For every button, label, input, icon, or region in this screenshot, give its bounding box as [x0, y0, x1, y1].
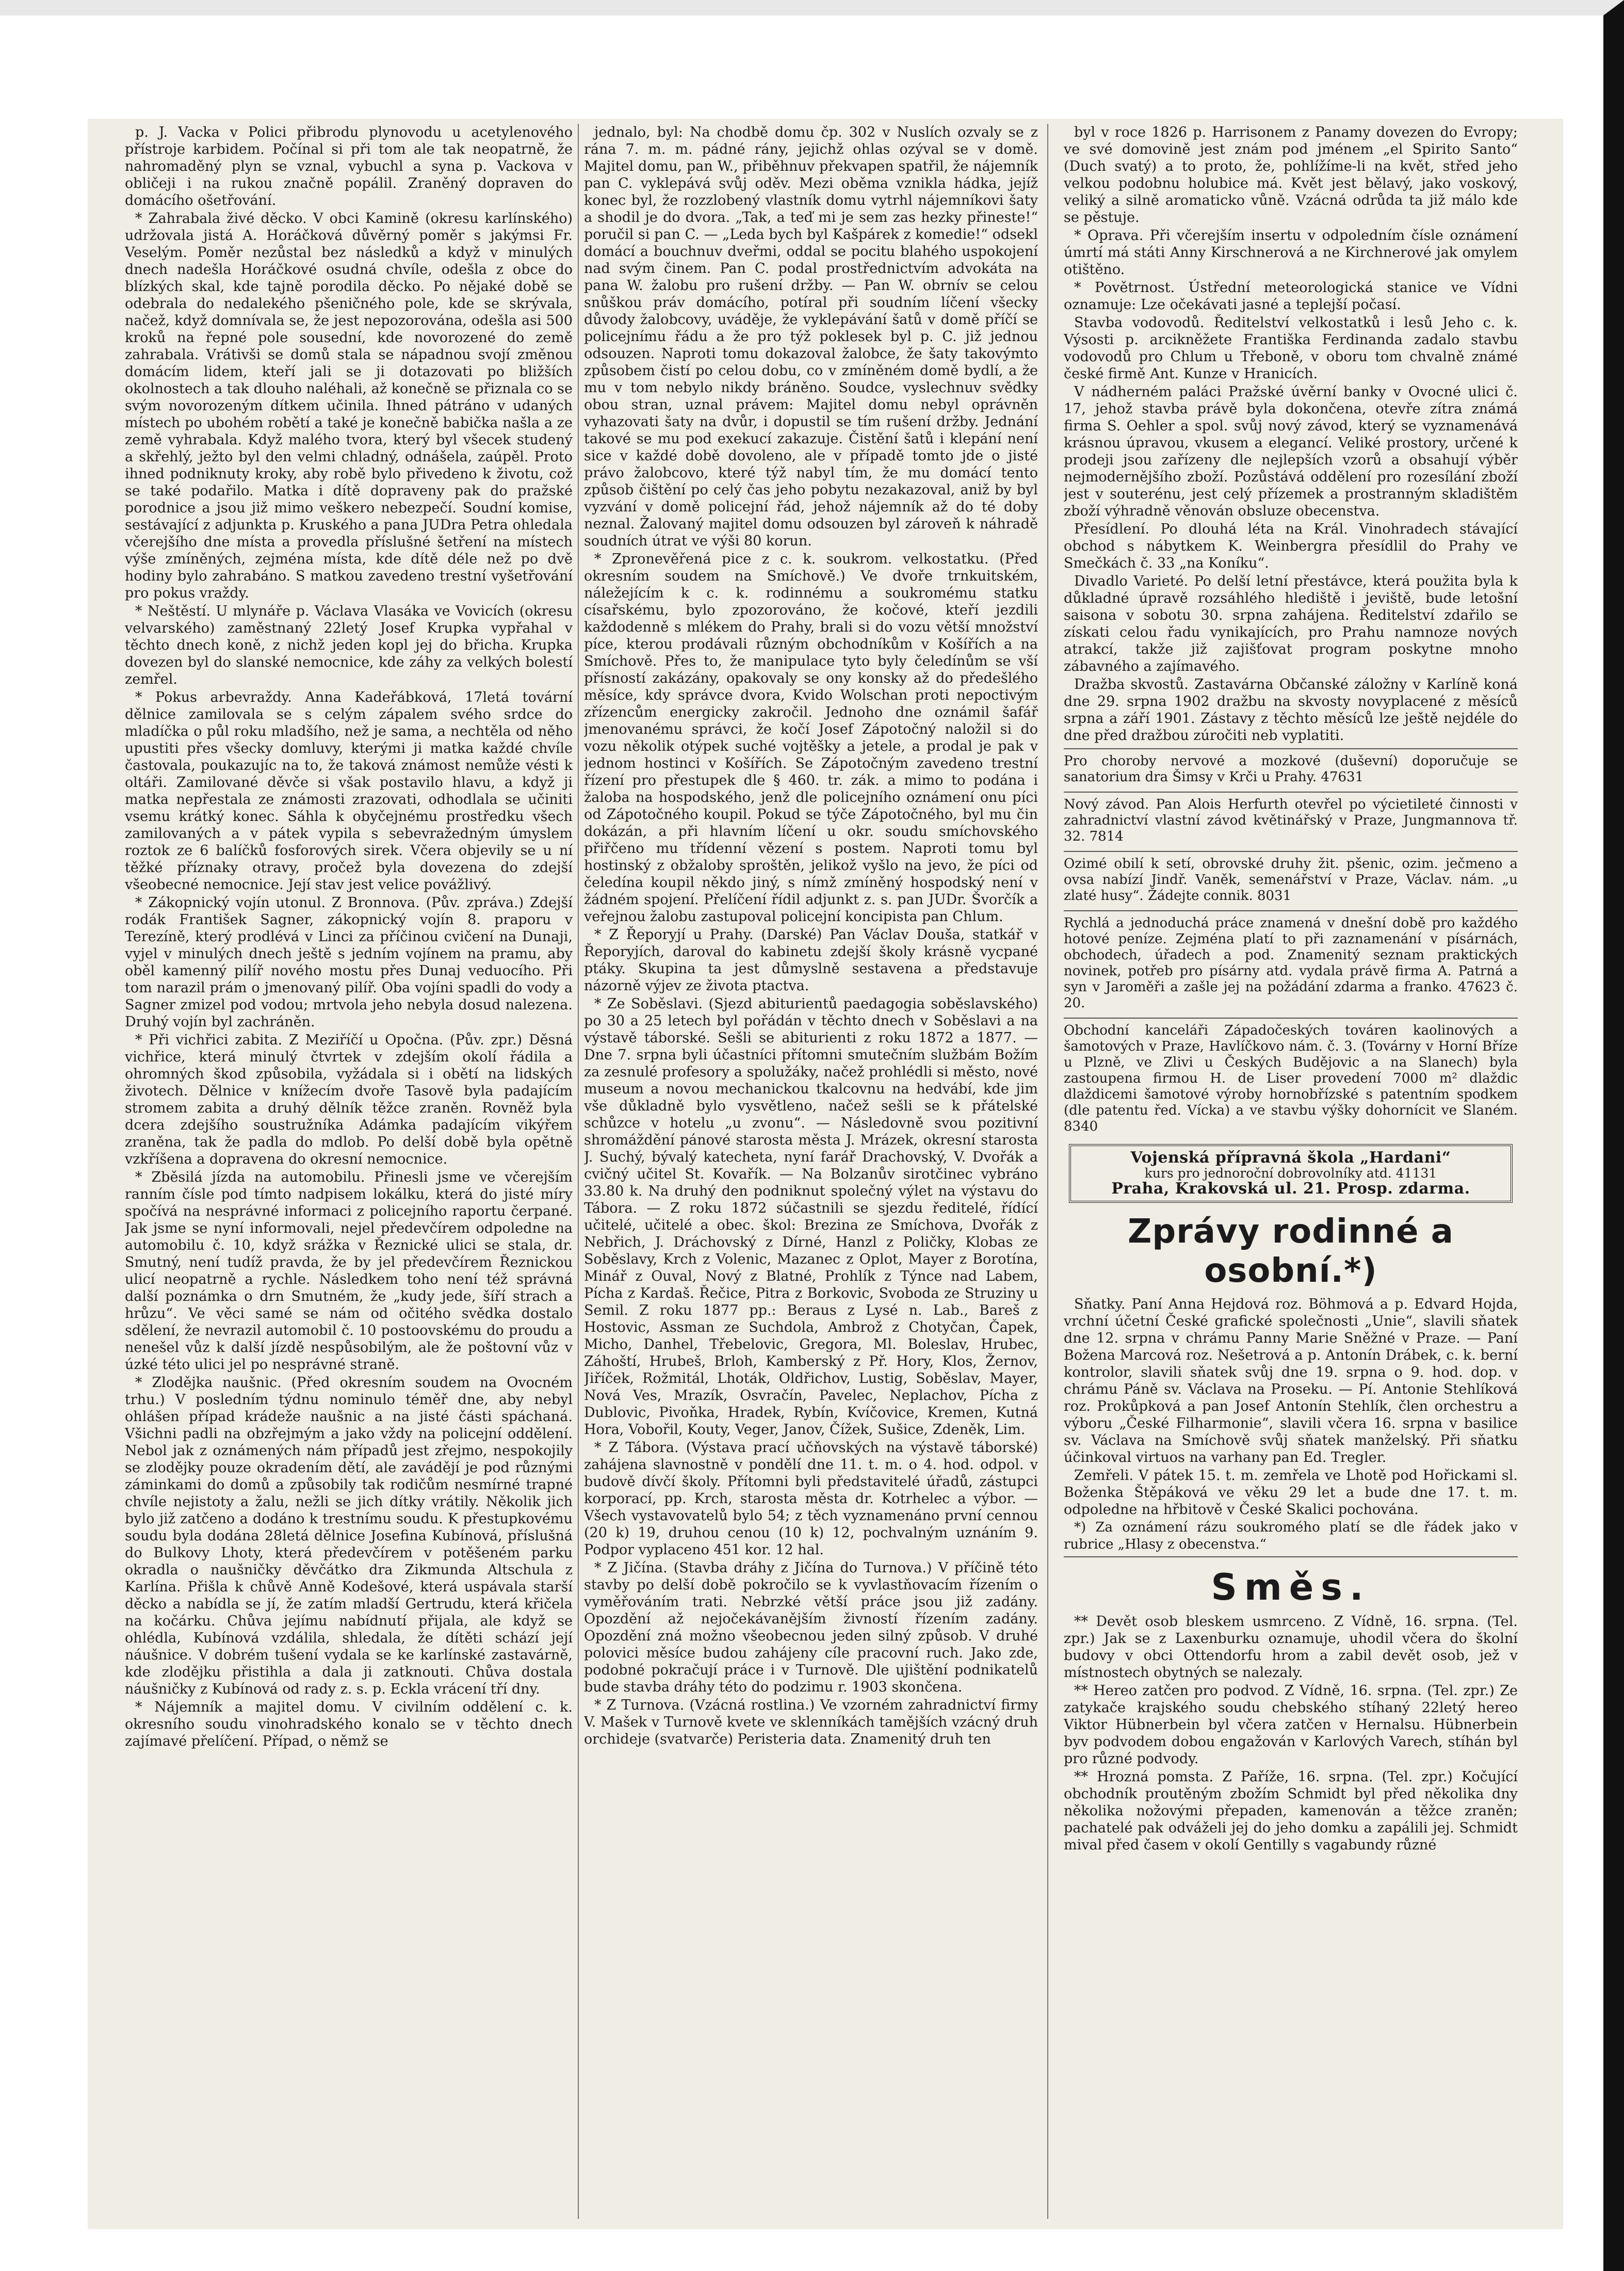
- article-paragraph: * Zákopnický vojín utonul. Z Bronnova. (Pův. zpráva.) Zdejší rodák František Sagner, zákopnický vojín 8. praporu v Terezíně, který prodlévá v Linci za příčinou cvičení na Dunaji, vyjel v minulých dnech ještě s jedním vojínem na pramu, aby oběl kamenný pilíř nového mostu přes Dunaj veduocího. Při tom narazil prám o jmenovaný pilíř. Oba vojíni spadli do vody a Sagner zmizel pod vodou; mrtvola jeho nebyla dosud nalezena. Druhý vojín byl zachráněn.: [125, 895, 573, 1030]
- boxed-ad-title: Vojenská přípravná škola „Hardani“: [1130, 1149, 1451, 1167]
- article-paragraph: * Při vichřici zabita. Z Meziříčí u Opočna. (Pův. zpr.) Děsná vichřice, která minulý čtvrtek v zdejším okolí řádila a ohromných škod způsobila, vyžádala si i obětí na lidských životech. Dělnice v knížecím dvoře Tasově byla padajícím stromem zabita a druhý dělník těžce zraněn. Rovněž byla dcera zdejšího soustružníka Adámka padajícím vikýřem zraněna, tak že padla do mdlob. Po delší době byla opětně vzkříšena a dopravena do okresní nemocnice.: [125, 1032, 573, 1167]
- article-paragraph: ** Devět osob bleskem usmrceno. Z Vídně, 16. srpna. (Tel. zpr.) Jak se z Laxenburku oznamuje, uhodil včera do školní budovy v obci Ottendorfu hrom a zabil devět osob, jež v místnostech obytných se nalezaly.: [1064, 1614, 1518, 1681]
- column-3: [1064, 124, 1518, 2219]
- advertisement: Obchodní kanceláři Západočeských továren kaolinových a šamotových v Praze, Havlíčkovo nám. č. 3. (Továrny v Horní Bříze u Plzně, ve Zlivi u Českých Budějovic a na Slanech) byla zastoupena firmou H. de Liser provedení 7000 m² dlaždic dlaždicemi šamotové výroby hornobřízské s patentním spodkem (dle patentu řed. Vícka) a ve stavbu výšky dohornícit ve Slaném. 8340: [1064, 1018, 1518, 1137]
- article-paragraph: V nádherném paláci Pražské úvěrní banky v Ovocné ulici č. 17, jehož stavba právě byla dokončena, otevře zítra známá firma S. Oehler a spol. svůj nový závod, který se vyznamenává krásnou úpravou, vkusem a elegancí. Veliké prostory, určené k prodeji jsou zařízeny dle nejlepších vzorů a obsahují výběr nejmodernějšího zboží. Pozůstává oddělení pro rozesílání zboží jest v souterénu, jest celý přízemek a prostranným skladištěm zboží výhradně věnován obsluze obecenstva.: [1064, 384, 1518, 519]
- footnote: *) Za oznámení rázu soukromého platí se dle řádek jako v rubrice „Hlasy z obecenstva.“: [1064, 1519, 1518, 1557]
- article-paragraph: * Oprava. Při včerejším insertu v odpoledním čísle oznámení úmrtí má státi Anny Kirschnerová a ne Kirchnerové jak omylem otištěno.: [1064, 228, 1518, 278]
- article-paragraph: p. J. Vacka v Polici přibrodu plynovodu u acetylenového přístroje karbidem. Počínal si při tom ale tak neopatrně, že nahromaděný plyn se vznal, vybuchl a syna p. Vackova v obličeji i na rukou značně popálil. Zraněný dopraven do domácího ošetřování.: [125, 124, 573, 208]
- article-paragraph: * Pokus arbevraždy. Anna Kadeřábková, 17letá tovární dělnice zamilovala se s celým zápalem svého srdce do mladíčka o půl roku mladšího, než je sama, a nechtěla od něho upustiti přes všecky domluvy, kterými ji matka každé chvíle častovala, poukazujíc na to, že taková známost nemůže vésti k oltáři. Zamilované děvče si však postavilo hlavu, a když ji matka nepřestala ze známosti zrazovati, odhodlala se učiniti vsemu krátký konec. Sáhla k obyčejnému prostředku všech zamilovaných a v pátek vypila s sebevražedným úmyslem roztok ze 6 balíčků fosforových sirek. Včera objevily se u ní těžké příznaky otravy, pročež byla dovezena do zdejší všeobecné nemocnice. Její stav jest velice povážlivý.: [125, 689, 573, 893]
- article-paragraph: * Povětrnost. Ústřední meteorologická stanice ve Vídni oznamuje: Lze očekávati jasné a teplejší počasí.: [1064, 280, 1518, 313]
- newspaper-page: [88, 119, 1563, 2229]
- article-paragraph: * Ze Soběslavi. (Sjezd abiturientů paedagogia soběslavského) po 30 a 25 letech byl pořádán v těchto dnech v Soběslavi a na výstavě táborské. Sešli se abiturienti z roku 1872 a 1877. — Dne 7. srpna byli účastníci přítomni smutečním službám Božím za zesnulé profesory a spolužáky, načež prohlédli si město, nové museum a novou mechanickou tkalcovnu na hedvábí, kde jim vše důkladně bylo vysvětleno, načež sešli se k přátelské schůzce v hotelu „u zvonu“. — Následovně svou pozitivní shromáždění pánové starosta města J. Mrázek, okresní starosta J. Suchý, bývalý katecheta, nyní farář Drachovský, V. Dvořák a cvičný učitel St. Kovařík. — Na Bolzanův sirotčinec vybráno 33.80 k. Na druhý den podniknut společný výlet na výstavu do Tábora. — Z roku 1872 súčastnili se sjezdu ředitelé, řídící učitelé, učitelé a obec. škol: Brezina ze Smíchova, Dvořák z Nebřich, J. Dráchovský z Dírné, Hanzl z Poličky, Klobas ze Soběslavy, Krch z Volenic, Mazanec z Oplot, Mayer z Borotína, Minář z Ouval, Nový z Blatné, Prohlík z Týnce nad Labem, Pícha z Kardaš. Řečice, Pitra z Borkovic, Svoboda ze Struziny u Semil. Z roku 1877 pp.: Beraus z Lysé n. Lab., Bareš z Hostovic, Assman ze Suchdola, Ambrož z Chotyčan, Čapek, Micho, Danhel, Třebelovic, Gregora, Ml. Boleslav, Hrubec, Záhoští, Hrubeš, Brloh, Kamberský z Př. Hory, Klos, Žernov, Jiříček, Rožmitál, Lhoták, Oldřichov, Lustig, Soběslav, Mayer, Nová Ves, Mrazík, Osvračín, Pavelec, Neplachov, Pícha z Dublovic, Pivoňka, Hradek, Rybín, Kvíčovice, Kremen, Kutná Hora, Vobořil, Kouty, Veger, Janov, Čížek, Sušice, Zdeněk, Lim.: [584, 996, 1038, 1438]
- advertisement: Nový závod. Pan Alois Herfurth otevřel po výcietileté činnosti v zahradnictví vlastní závod květinářský v Praze, Jungmannova tř. 32. 7814: [1064, 792, 1518, 847]
- article-paragraph: * Z Jičína. (Stavba dráhy z Jičína do Turnova.) V příčině této stavby po delší době pokročilo se k vyvlastňovacím řízením o vyměřováním trati. Nebrzké větší práce jsou již zadány. Opozdění až nejočekávanějším živností řízením zadány. Opozdění zná možno všeobecnou jeden silný způsob. V druhé polovici měsíce budou zahájeny cíle pracovní ruch. Jako zde, podobné pokračují práce i v Turnově. Dle ujištění podnikatelů bude stavba dráhy této do podzimu r. 1903 skončena.: [584, 1560, 1038, 1695]
- section-title-family-news: Zprávy rodinné a osobní.*): [1128, 1213, 1454, 1290]
- column-2: [584, 124, 1038, 2219]
- advertisement: Pro choroby nervové a mozkové (duševní) doporučuje se sanatorium dra Šimsy v Krči u Prahy. 47631: [1064, 748, 1518, 787]
- column-rule: [1047, 124, 1048, 2219]
- article-paragraph: * Zpronevěřená pice z c. k. soukrom. velkostatku. (Před okresním soudem na Smíchově.) Ve dvoře trnkuitském, náležejícím k c. k. rodinnému a soukromému statku císařskému, bylo zpozorováno, že kočové, kteří jezdili každodenně s mlékem do Prahy, brali si do vozu větší množství píce, kterou prodávali různým obchodníkům v Košířích a na Smíchově. Přes to, že manipulace tyto byly čeledínům se vší přísností zakázány, opakovaly se ony konsky až do předešlého měsíce, kdy správce dvora, Kvido Wolschan proti nepoctivým zřízencům energicky zakročil. Jednoho dne oznámil šafář jmenovanému správci, že kočí Josef Zápotočný naložil si do vozu několik otýpek suché vojtěšky a jetele, a prodal je pak v jednom hostinci v Košířích. Se Zápotočným zavedeno trestní řízení pro přestupek dle § 460. tr. zák. a mimo to podána i žaloba na hospodského, jenž dle policejního oznámení onu píci od Zápotočného koupil. Pokud se týče Zápotočného, byl mu čin dokázán, a při hlavním líčení u okr. soudu smíchovského přiřčeno mu třídenní vězení s postem. Naproti tomu byl hostinský z obžaloby sproštěn, jelikož vyšlo na jevo, že píci od čeledína koupil někdo jiný, s nímž zmíněný hospodský není v žádném spojení. Přelíčení řídil adjunkt z. s. pan JUDr. Švorčík a veřejnou žalobu zastupoval policejní koncipista pan Chlum.: [584, 551, 1038, 925]
- article-paragraph: * Neštěstí. U mlynáře p. Václava Vlasáka ve Vovicích (okresu velvarského) zaměstnaný 22letý Josef Krupka vypřahal v těchto dnech koně, z nichž jeden kopl jej do břicha. Krupka dovezen byl do slanské nemocnice, kde záhy za velkých bolestí zemřel.: [125, 603, 573, 687]
- article-paragraph: Přesídlení. Po dlouhá léta na Král. Vinohradech stávající obchod s nábytkem K. Weinbergra přesídlil do Prahy ve Smečkách č. 33 „na Koníku“.: [1064, 521, 1518, 571]
- article-paragraph: byl v roce 1826 p. Harrisonem z Panamy dovezen do Evropy; ve své domovině jest znám pod jménem „el Spirito Santo“ (Duch svatý) a to proto, že, pohlížíme-li na květ, střed jeho velkou podobnu holubice má. Květ jest bělavý, jako voskový, veliký a silně aromaticko vůně. Vzácná odrůda ta již málo kde se pěstuje.: [1064, 124, 1518, 226]
- article-paragraph: * Zlodějka naušnic. (Před okresním soudem na Ovocném trhu.) V posledním týdnu nominulo téměř dne, aby nebyl ohlášen případ krádeže naušnic a na jisté části spáchaná. Všichni padli na obzřejmým a jako vždy na policejní oddělení. Nebol jak z oznámených nám případů jest zřejmo, nespokojily se zlodějky pouze okradením dětí, ale zavádějí je pod různými záminkami do domů a způsobily tak rodičům nesmírné trapné chvíle nejistoty a žalu, nežli se jich dítky vrátily. Několik jich bylo již zatčeno a dodáno k trestnímu soudu. K přestupkovému soudu byla dodána 28letá dělnice Josefina Kubínová, příslušná do Bulkovy Lhoty, která předevčírem v potěšeném parku okradla o naušničky děvčátko dra Zikmunda Altschula z Karlína. Přišla k chůvě Anně Kodešové, která uspávala starší děcko a nabídla se jí, že zatím mladší Gertrudu, která křičela na kočárku. Chůva jejímu nabídnutí přijala, ale když se ohlédla, Kubínová vzdálila, shledala, že dítěti schází její náušnice. V dobrém tušení vydala se ke karlínské zastavárně, kde zlodějku přistihla a dala ji zatknouti. Chůva dostala náušničky z Kubínová od rady z. s. p. Eckla vrácení tří dny.: [125, 1375, 573, 1697]
- article-paragraph: Stavba vodovodů. Ředitelství velkostatků i lesů Jeho c. k. Výsosti p. arcikněžete Františka Ferdinanda zadalo stavbu vodovodů pro Chlum u Třeboně, v oboru tom chvalně známé české firmě Ant. Kunze v Hranicích.: [1064, 315, 1518, 382]
- advertisement: Rychlá a jednoduchá práce znamená v dnešní době pro každého hotové peníze. Zejména platí to při zaznamenání v písárnách, obchodech, úřadech a pod. Znamenitý seznam praktických novinek, potřeb pro písárny atd. vydala právě firma A. Patrná a syn v Jaroměři a zašle jej na požádání zdarma a franko. 47623 č. 20.: [1064, 910, 1518, 1013]
- advertisement: Ozimé obilí k setí, obrovské druhy žit. pšenic, ozim. ječmeno a ovsa nabízí Jindř. Vaněk, semenářství v Praze, Václav. nám. „u zlaté husy“. Žádejte connik. 8031: [1064, 851, 1518, 906]
- article-paragraph: * Zahrabala živé děcko. V obci Kamině (okresu karlínského) udržovala jistá A. Horáčková důvěrný poměr s jakýmsi Fr. Veselým. Poměr nezůstal bez následků a když v minulých dnech nadešla Horáčkové osudná chvíle, odešla z obce do blízkých skal, kde tajně porodila děcko. Po nějaké době se odebrala do nedalekého pšeničného pole, kde se skrývala, načež, když domnívala se, že jest nepozorována, odešla asi 500 kroků na řepné pole sousední, kde novorozené do země zahrabala. Vrátivši se domů stala se nápadnou svojí změnou domácím lidem, kteří jali se ji dotazovati po bližších okolnostech a tak dlouho naléhali, až konečně se přiznala co se svým novorozeným dítkem učinila. Ihned pátráno v udaných místech po ubohém robětí a také je konečně babička našla a ze země vyhrabala. Když malého tvora, který byl všecek studený a skřehlý, ježto byl den velmi chladný, odnášela, zaúpěl. Proto ihned podniknuty kroky, aby robě bylo přivedeno k životu, což se také podařilo. Matka i dítě dopraveny pak do pražské porodnice a jsou již mimo veškero nebezpečí. Soudní komise, sestávající z adjunkta p. Kruského a pana JUDra Petra ohledala včerejšího dne místa a provedla příslušné šetření na místech výše zmíněných, zejména místa, kde dítě déle než po dvě hodiny bylo zahrabáno. S matkou zavedeno trestní vyšetřování pro pokus vraždy.: [125, 211, 573, 601]
- article-paragraph: Dražba skvostů. Zastavárna Občanské záložny v Karlíně koná dne 29. srpna 1902 dražbu na skvosty novyplacené z měsíců srpna a září 1901. Zástavy z těchto měsíců lze ještě nejdéle do dne před dražbou zúročiti neb vyplatiti.: [1064, 677, 1518, 744]
- article-paragraph: * Nájemník a majitel domu. V civilním oddělení c. k. okresního soudu vinohradského konalo se v těchto dnech zajímavé přelíčení. Případ, o němž se: [125, 1699, 573, 1749]
- section-title-miscellany: Směs.: [1211, 1566, 1371, 1608]
- article-paragraph: * Z Tábora. (Výstava prací učňovských na výstavě táborské) zahájena slavnostně v pondělí dne 11. t. m. o 4. hod. odpol. v budově dívčí školy. Přítomni byli představitelé úřadů, zástupci korporací, pp. Krch, starosta města dr. Kotrhelec a výbor. — Všech vystavovatelů bylo 54; z těch vyznamenáno první cennou (20 k) 19, druhou cenou (10 k) 12, pochvalným uznáním 9. Podpor vyplaceno 451 kor. 12 hal.: [584, 1440, 1038, 1558]
- article-paragraph: Divadlo Varieté. Po delší letní přestávce, která použita byla k důkladné úpravě rozsáhlého hlediště i jeviště, bude letošní saisona v sobotu 30. srpna zahájena. Ředitelství zdařilo se získati celou řadu vynikajících, pro Prahu namnoze nových atrakcí, takže již zajišťovat program poskytne mnoho zábavného a zajímavého.: [1064, 573, 1518, 674]
- boxed-ad-line: kurs pro jednoroční dobrovolníky atd. 41131: [1144, 1166, 1437, 1181]
- column-rule: [578, 124, 579, 2219]
- article-paragraph: ** Hrozná pomsta. Z Paříže, 16. srpna. (Tel. zpr.) Kočující obchodník proutěným zbožím Schmidt byl před několika dny několika nožovými přepaden, kamenován a těžce zraněn; pachatelé pak odváželi jej do jeho domku a zapálili jej. Schmidt mival před časem v okolí Gentilly s vagabundy různé: [1064, 1769, 1518, 1853]
- boxed-advertisement: [1069, 1144, 1513, 1203]
- article-paragraph: * Zběsilá jízda na automobilu. Přinesli jsme ve včerejším ranním čísle pod tímto nadpisem lokálku, která do jisté míry spočívá na nesprávné informaci z policejního raportu čerpané. Jak jsme se nyní informovali, nejel předevčírem odpoledne na automobilu č. 10, když srážka v Řeznické ulici se stala, dr. Smutný, není tudíž pravda, že by jel předevčírem Řeznickou ulicí neopatrně a rychle. Následkem toho není též správná další poznámka o drn Smutném, že „kudy jede, šíří strach a hrůzu“. Ve věci samé se nám od očitého svědka dostalo sdělení, že nevrazil automobil č. 10 postoovskému do proudu a nenešel vůz k další jízdě nespůsobilým, ale že poštovní vůz v úzké této ulici jel po nesprávné straně.: [125, 1169, 573, 1373]
- article-paragraph: * Z Turnova. (Vzácná rostlina.) Ve vzorném zahradnictví firmy V. Mašek v Turnově kvete ve sklenníkách tamějších vzácný druh orchideje (svatvarče) Peristeria data. Znamenitý druh ten: [584, 1697, 1038, 1747]
- column-1: [125, 124, 573, 2219]
- article-paragraph: * Z Řeporyjí u Prahy. (Darské) Pan Václav Douša, statkář v Řeporyjích, daroval do kabinetu zdejší školy krásně vycpané ptáky. Skupina ta jest důmyslně sestavena a představuje názorně výjev ze života ptactva.: [584, 927, 1038, 994]
- article-paragraph: Sňatky. Paní Anna Hejdová roz. Böhmová a p. Edvard Hojda, vrchní účetní České grafické společnosti „Unie“, slavili sňatek dne 12. srpna v chrámu Panny Marie Sněžné v Praze. — Paní Božena Marcová roz. Nešetrová a p. Antonín Drábek, c. k. berní kontrolor, slavili sňatek svůj dne 19. srpna o 9. hod. dop. v chrámu Páně sv. Václava na Proseku. — Pí. Antonie Stehlíková roz. Prokůpková a pan Josef Antonín Stehlík, člen orchestru a výboru „České Filharmonie“, slavili včera 16. srpna v basilice sv. Václava na Smíchově svůj sňatek manželský. Při sňatku účinkoval virtuos na varhany pan Ed. Tregler.: [1064, 1296, 1518, 1465]
- article-paragraph: jednalo, byl: Na chodbě domu čp. 302 v Nuslích ozvaly se z rána 7. m. m. pádné rány, jejichž ohlas ozýval se v domě. Majitel domu, pan W., přiběhnuv překvapen spatřil, že nájemník pan C. vyklepává svůj oděv. Mezi oběma vznikla hádka, jejíž konec byl, že rozzlobený vlastník domu vytrhl nájemníkovi šaty a shodil je do dvora. „Tak, a teď mi je sem zas hezky přineste!“ poručil si pan C. — „Leda bych byl Kašpárek z komedie!“ odsekl domácí a bouchnuv dveřmi, oddal se pocitu blahého uspokojení nad svým činem. Pan C. podal prostřednictvím advokáta na pana W. žalobu pro rušení držby. — Pan W. obrnív se celou snůškou práv domácího, potíral při soudním líčení všecky důvody žalobcovy, uváděje, že vyklepávání šatů v domě příčí se policejnímu řádu a že pro týž poklesek byl p. C. již jednou odsouzen. Naproti tomu dokazoval žalobce, že šaty takovýmto způsobem čistí po celou dobu, co v zmíněném domě bydlí, a že mu v tom nebylo nikdy bráněno. Soudce, vyslechnuv svědky obou stran, uznal právem: Majitel domu nebyl oprávněn vyhazovati šaty na dvůr, i dopustil se tím rušení držby. Jednání takové se mu pod exekucí zakazuje. Čistění šatů i klepání není sice v každé době dovoleno, ale v případě tomto jde o jisté právo žalobcovo, které týž nabyl tím, že mu domácí tento způsob čištění po celý čas jeho pobytu nezakazoval, aniž by byl vyzvání v domě policejní řád, jehož nájemník až do té doby neznal. Žalovaný majitel domu odsouzen byl zároveň k náhradě soudních útrat ve výši 80 korun.: [584, 124, 1038, 549]
- article-paragraph: Zemřeli. V pátek 15. t. m. zemřela ve Lhotě pod Hořickami sl. Boženka Štěpáková ve věku 29 let a bude dne 17. t. m. odpoledne na hřbitově v České Skalici pochována.: [1064, 1468, 1518, 1518]
- article-paragraph: ** Hereo zatčen pro podvod. Z Vídně, 16. srpna. (Tel. zpr.) Ze zatykače krajského soudu chebského stíhaný 22letý hereo Viktor Hübnerbein byl včera zatčen v Hernalsu. Hübnerbein byv podvodem dobou engažován v Karlových Varech, stíhán byl pro různé podvody.: [1064, 1683, 1518, 1767]
- boxed-ad-line: Praha, Krakovská ul. 21. Prosp. zdarma.: [1111, 1180, 1470, 1198]
